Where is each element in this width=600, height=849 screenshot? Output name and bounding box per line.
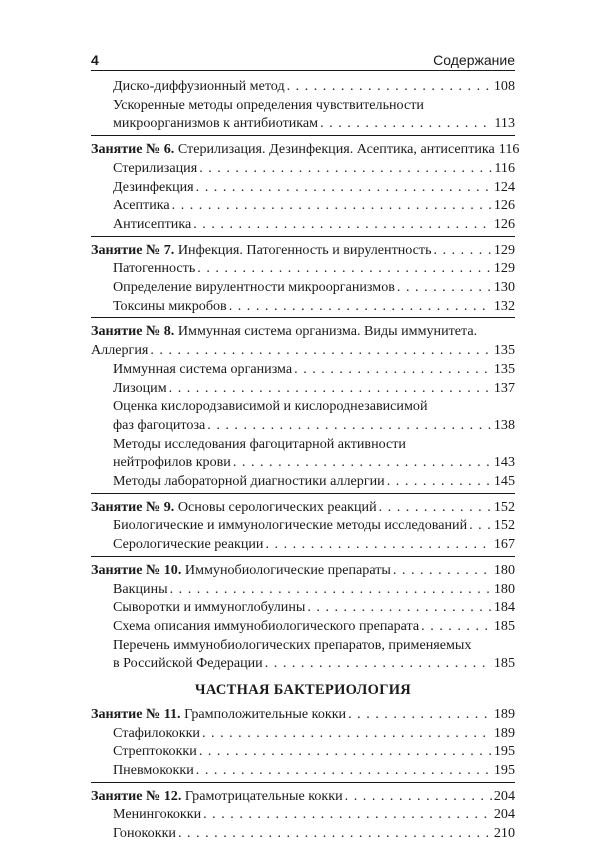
toc-entry-title [113, 178, 194, 197]
toc-entry-line [113, 742, 515, 761]
toc-entry-text: Серологические реакции [113, 536, 264, 553]
toc-page-number: 189 [493, 724, 515, 741]
toc-entry[interactable] [91, 636, 515, 673]
toc-entry-line [113, 654, 515, 673]
toc-entry[interactable] [91, 159, 515, 178]
toc-entry[interactable] [91, 215, 515, 234]
toc-page-number: 167 [493, 536, 515, 553]
toc-entry-text: Менингококки [113, 806, 202, 823]
toc-group [91, 77, 515, 136]
toc-entry-line [113, 379, 515, 398]
toc-entry-text: Сыворотки и иммуноглобулины [113, 599, 306, 616]
toc-entry-line [91, 561, 515, 580]
toc-entry[interactable] [91, 724, 515, 743]
toc-entry[interactable] [91, 580, 515, 599]
toc-entry-title [113, 297, 227, 316]
toc-entry-title [113, 77, 285, 96]
toc-entry-title [113, 472, 385, 491]
toc-group [91, 561, 515, 675]
toc-entry-title [91, 241, 432, 260]
toc-page-number: 152 [493, 498, 515, 515]
toc-entry-text: Дезинфекция [113, 178, 194, 195]
toc-entry-title [113, 416, 205, 435]
lesson-label: Занятие № 10. [91, 561, 182, 578]
leader-dots [320, 114, 492, 133]
table-of-contents [91, 77, 520, 849]
toc-entry-title [113, 196, 170, 215]
toc-entry-text: нейтрофилов крови [113, 454, 231, 471]
toc-entry-line [113, 535, 515, 554]
toc-entry-title [113, 617, 419, 636]
toc-entry-text: в Российской Федерации [113, 655, 263, 672]
toc-page-number: 130 [493, 279, 515, 296]
toc-entry-line [113, 114, 515, 133]
toc-entry-text: Инфекция. Патогенность и вирулентность [177, 241, 432, 258]
leader-dots [469, 516, 492, 535]
leader-dots [169, 379, 492, 398]
toc-entry-line [113, 360, 515, 379]
toc-entry-line [113, 96, 515, 115]
toc-entry-line [91, 241, 515, 260]
toc-page-number: 108 [493, 78, 515, 94]
leader-dots [202, 724, 492, 743]
toc-entry-text: Схема описания иммунобиологического препарата [113, 617, 420, 634]
toc-entry-text: Лизоцим [113, 379, 167, 396]
toc-entry-title [91, 323, 477, 339]
toc-entry-title [113, 598, 305, 617]
leader-dots [172, 196, 492, 215]
leader-dots [193, 215, 492, 234]
toc-page-number: 184 [493, 599, 515, 616]
toc-entry[interactable] [91, 472, 515, 491]
toc-entry[interactable] [91, 178, 515, 197]
toc-entry-title [113, 259, 195, 278]
toc-part-bacteriology [91, 705, 515, 845]
leader-dots [393, 561, 492, 580]
toc-entry-line [113, 416, 515, 435]
toc-entry[interactable] [91, 535, 515, 554]
toc-entry-text: Определение вирулентности микроорганизмов [113, 279, 395, 296]
toc-entry-line [113, 77, 515, 96]
toc-entry-title [113, 535, 263, 554]
toc-page-number: 189 [493, 705, 515, 722]
toc-entry-title [113, 824, 176, 843]
leader-dots [196, 761, 492, 780]
toc-entry-title [113, 761, 194, 780]
toc-entry-text: Методы исследования фагоцитарной активности [113, 435, 406, 452]
lesson-label: Занятие № 7. [91, 241, 175, 258]
toc-entry-title [91, 341, 148, 360]
toc-entry[interactable] [91, 196, 515, 215]
toc-entry-title [113, 654, 263, 673]
toc-entry-line [113, 215, 515, 234]
toc-entry-line [113, 724, 515, 743]
toc-page-number: 145 [493, 473, 515, 490]
toc-page-number: 185 [493, 617, 515, 634]
toc-entry-title [91, 561, 391, 580]
toc-page-number: 124 [493, 178, 515, 195]
toc-group [91, 322, 515, 493]
toc-group [91, 787, 515, 845]
toc-entry-title [113, 724, 200, 743]
toc-entry-line [91, 140, 520, 159]
toc-entry[interactable] [91, 379, 515, 398]
toc-entry-text: Стафилококки [113, 724, 200, 741]
leader-dots [196, 178, 492, 197]
leader-dots [379, 498, 492, 517]
leader-dots [170, 580, 492, 599]
toc-entry[interactable] [91, 397, 515, 434]
toc-entry-line [113, 598, 515, 617]
leader-dots [434, 241, 492, 260]
leader-dots [387, 472, 492, 491]
toc-entry-text: Аллергия [91, 342, 149, 359]
toc-entry-text: микроорганизмов к антибиотикам [113, 115, 319, 132]
toc-topic-entry[interactable] [91, 705, 515, 724]
toc-entry-line [113, 805, 515, 824]
toc-entry-text: Токсины микробов [113, 297, 227, 314]
toc-topic-entry[interactable] [91, 140, 520, 159]
toc-page-number: 180 [493, 561, 515, 578]
toc-entry-title [113, 215, 191, 234]
toc-entry-text: Иммунная система организма [113, 360, 293, 377]
toc-page-number: 180 [493, 580, 515, 597]
toc-topic-entry[interactable] [91, 241, 515, 260]
toc-entry-line [91, 322, 515, 341]
toc-entry[interactable] [91, 96, 515, 133]
toc-page-number: 113 [494, 115, 515, 132]
toc-page-number: 129 [493, 260, 515, 277]
leader-dots [199, 159, 492, 178]
toc-page-number: 204 [493, 806, 515, 823]
leader-dots [199, 742, 492, 761]
toc-entry-text: Стрептококки [113, 743, 197, 760]
toc-entry-text: Перечень иммунобиологических препаратов, применяемых [113, 636, 472, 653]
toc-entry[interactable] [91, 617, 515, 636]
toc-entry-text: Биологические и иммунологические методы исследований [113, 517, 468, 534]
page-number: 4 [91, 52, 99, 68]
leader-dots [207, 416, 492, 435]
lesson-label: Занятие № 9. [91, 498, 175, 515]
toc-page-number: 132 [493, 297, 515, 314]
leader-dots [265, 535, 491, 554]
toc-page-number: 135 [493, 360, 515, 377]
toc-page-number: 116 [498, 141, 520, 158]
toc-topic-entry[interactable] [91, 561, 515, 580]
section-heading: ЧАСТНАЯ БАКТЕРИОЛОГИЯ [194, 682, 412, 699]
leader-dots [197, 259, 492, 278]
toc-entry-line [113, 397, 515, 416]
toc-entry[interactable] [91, 77, 515, 96]
toc-entry[interactable] [91, 259, 515, 278]
toc-entry-title [113, 278, 395, 297]
toc-entry-line [113, 259, 515, 278]
toc-entry-line [113, 196, 515, 215]
toc-entry-title [113, 398, 427, 414]
toc-entry-text: Методы лабораторной диагностики аллергии [113, 473, 385, 490]
toc-entry-text: Стерилизация. Дезинфекция. Асептика, антисептика [177, 141, 495, 158]
toc-entry-text: Оценка кислородзависимой и кислороднезависимой [113, 398, 428, 415]
toc-entry-text: Гонококки [113, 825, 176, 842]
toc-entry[interactable] [91, 805, 515, 824]
toc-entry-text: Антисептика [113, 215, 192, 232]
toc-page-number: 143 [493, 454, 515, 471]
toc-entry-line [91, 787, 515, 806]
toc-entry[interactable] [91, 598, 515, 617]
toc-group [91, 498, 515, 557]
toc-group [91, 705, 515, 783]
toc-entry-text: Асептика [113, 197, 170, 214]
leader-dots [348, 705, 492, 724]
toc-entry-text: Патогенность [113, 260, 196, 277]
toc-entry-title [113, 436, 406, 452]
toc-page-number: 129 [493, 241, 515, 258]
toc-page-number: 138 [493, 416, 515, 433]
toc-entry-line [113, 453, 515, 472]
lesson-label: Занятие № 8. [91, 323, 175, 340]
toc-entry-line [91, 498, 515, 517]
running-title: Содержание [433, 52, 515, 68]
toc-entry-title [91, 705, 346, 724]
header-rule [91, 70, 515, 71]
toc-entry-title [113, 379, 167, 398]
toc-group [91, 140, 520, 237]
toc-page-number: 185 [493, 655, 515, 672]
toc-entry-title [113, 159, 197, 178]
toc-page-number: 116 [494, 159, 515, 176]
toc-entry-line [113, 278, 515, 297]
leader-dots [307, 598, 492, 617]
toc-page-number: 126 [493, 215, 515, 232]
toc-entry-line [113, 617, 515, 636]
toc-part-general [91, 77, 520, 675]
toc-page-number: 152 [493, 517, 515, 534]
toc-entry-line [113, 472, 515, 491]
lesson-label: Занятие № 6. [91, 141, 175, 158]
leader-dots [294, 360, 492, 379]
page-header [91, 50, 515, 72]
toc-page-number: 204 [493, 787, 515, 804]
lesson-label: Занятие № 11. [91, 705, 181, 722]
toc-entry-text: Стерилизация [113, 159, 198, 176]
toc-entry-title [113, 114, 318, 133]
toc-entry-title [113, 360, 292, 379]
leader-dots [150, 341, 492, 360]
toc-page-number: 210 [493, 825, 515, 842]
toc-entry-title [91, 787, 343, 806]
toc-entry-title [113, 580, 168, 599]
leader-dots [265, 654, 492, 673]
leader-dots [397, 278, 492, 297]
toc-entry-text: Диско-диффузионный метод [113, 78, 285, 94]
toc-entry-line [113, 178, 515, 197]
toc-entry-title [113, 805, 201, 824]
leader-dots [345, 787, 492, 806]
toc-entry-line [113, 435, 515, 454]
toc-entry-text: Основы серологических реакций [177, 498, 377, 515]
toc-entry-line [113, 824, 515, 843]
toc-page-number: 135 [493, 342, 515, 359]
toc-entry-text: Грамположительные кокки [184, 705, 347, 722]
toc-entry[interactable] [91, 360, 515, 379]
toc-entry-text: Грамотрицательные кокки [184, 787, 343, 804]
toc-topic-entry[interactable] [91, 498, 515, 517]
toc-entry[interactable] [91, 297, 515, 316]
toc-entry[interactable] [91, 824, 515, 843]
toc-entry-text: Пневмококки [113, 761, 194, 778]
toc-page-number: 195 [493, 761, 515, 778]
toc-entry-text: Вакцины [113, 580, 168, 597]
toc-entry-title [113, 742, 197, 761]
toc-entry-text: фаз фагоцитоза [113, 416, 206, 433]
toc-entry[interactable] [91, 435, 515, 472]
leader-dots [421, 617, 492, 636]
toc-entry-title [113, 637, 471, 653]
toc-group [91, 241, 515, 319]
toc-entry-line [113, 580, 515, 599]
leader-dots [203, 805, 492, 824]
toc-entry-text: Иммунобиологические препараты [184, 561, 391, 578]
toc-entry-line [91, 341, 515, 360]
toc-page-number: 137 [493, 379, 515, 396]
leader-dots [178, 824, 492, 843]
toc-entry-title [113, 97, 424, 113]
toc-entry-line [113, 516, 515, 535]
leader-dots [229, 297, 492, 316]
toc-entry-title [113, 453, 231, 472]
toc-entry-title [91, 498, 377, 517]
toc-entry-line [113, 761, 515, 780]
toc-page-number: 126 [493, 197, 515, 214]
toc-entry[interactable] [91, 278, 515, 297]
toc-entry-text: Иммунная система организма. Виды иммунитета. [177, 323, 478, 340]
toc-entry[interactable] [91, 761, 515, 780]
toc-entry[interactable] [91, 516, 515, 535]
toc-topic-entry[interactable] [91, 322, 515, 359]
leader-dots [287, 77, 492, 96]
toc-entry[interactable] [91, 742, 515, 761]
toc-entry-line [113, 297, 515, 316]
toc-entry-title [91, 140, 495, 159]
toc-page-number: 195 [493, 743, 515, 760]
toc-entry-title [113, 516, 467, 535]
toc-entry-line [91, 705, 515, 724]
lesson-label: Занятие № 12. [91, 787, 182, 804]
leader-dots [233, 453, 492, 472]
toc-entry-line [113, 636, 515, 655]
toc-topic-entry[interactable] [91, 787, 515, 806]
toc-entry-text: Ускоренные методы определения чувствительности [113, 96, 424, 113]
toc-entry-line [113, 159, 515, 178]
